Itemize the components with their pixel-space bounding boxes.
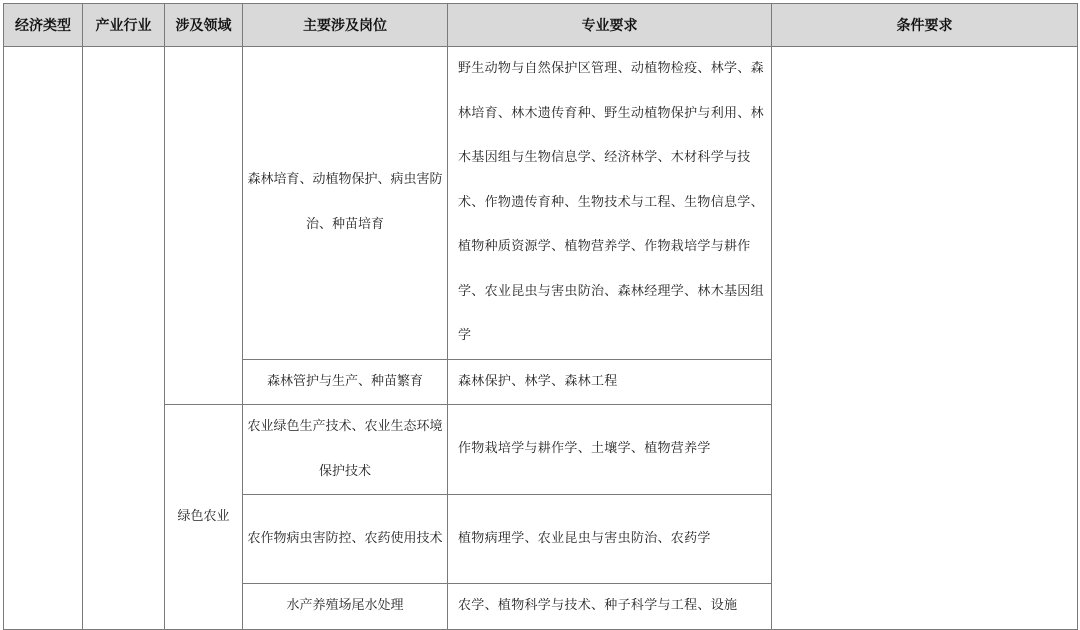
- field-cell-green-agriculture: 绿色农业: [165, 405, 243, 630]
- table-row: [4, 47, 1078, 360]
- major-cell: 野生动物与自然保护区管理、动植物检疫、林学、森林培育、林木遗传育种、野生动植物保护与利用、林木基因组与生物信息学、经济林学、木材科学与技术、作物遗传育种、生物技术与工程、生物信息学、植物种质资源学、植物营养学、作物栽培学与耕作学、农业昆虫与害虫防治、森林经理学、林木基因组学: [448, 47, 772, 360]
- header-condition-requirement: 条件要求: [772, 4, 1078, 47]
- field-cell: [165, 47, 243, 405]
- header-main-post: 主要涉及岗位: [243, 4, 448, 47]
- post-cell: 森林培育、动植物保护、病虫害防治、种苗培育: [243, 47, 448, 360]
- header-field: 涉及领域: [165, 4, 243, 47]
- header-industry: 产业行业: [83, 4, 165, 47]
- condition-cell: [772, 47, 1078, 630]
- header-major-requirement: 专业要求: [448, 4, 772, 47]
- industry-cell: [83, 47, 165, 630]
- requirements-table: [3, 3, 1078, 630]
- header-row: [4, 4, 1078, 47]
- post-cell: 农业绿色生产技术、农业生态环境保护技术: [243, 405, 448, 495]
- economic-type-cell: [4, 47, 83, 630]
- major-cell: 森林保护、林学、森林工程: [448, 359, 772, 405]
- post-cell: 森林管护与生产、种苗繁育: [243, 359, 448, 405]
- post-cell: 水产养殖场尾水处理: [243, 584, 448, 630]
- post-cell: 农作物病虫害防控、农药使用技术: [243, 495, 448, 584]
- major-cell: 作物栽培学与耕作学、土壤学、植物营养学: [448, 405, 772, 495]
- major-text: 农学、植物科学与技术、种子科学与工程、设施: [458, 598, 738, 614]
- header-economic-type: 经济类型: [4, 4, 83, 47]
- major-cell: [448, 584, 772, 630]
- major-cell: 植物病理学、农业昆虫与害虫防治、农药学: [448, 495, 772, 584]
